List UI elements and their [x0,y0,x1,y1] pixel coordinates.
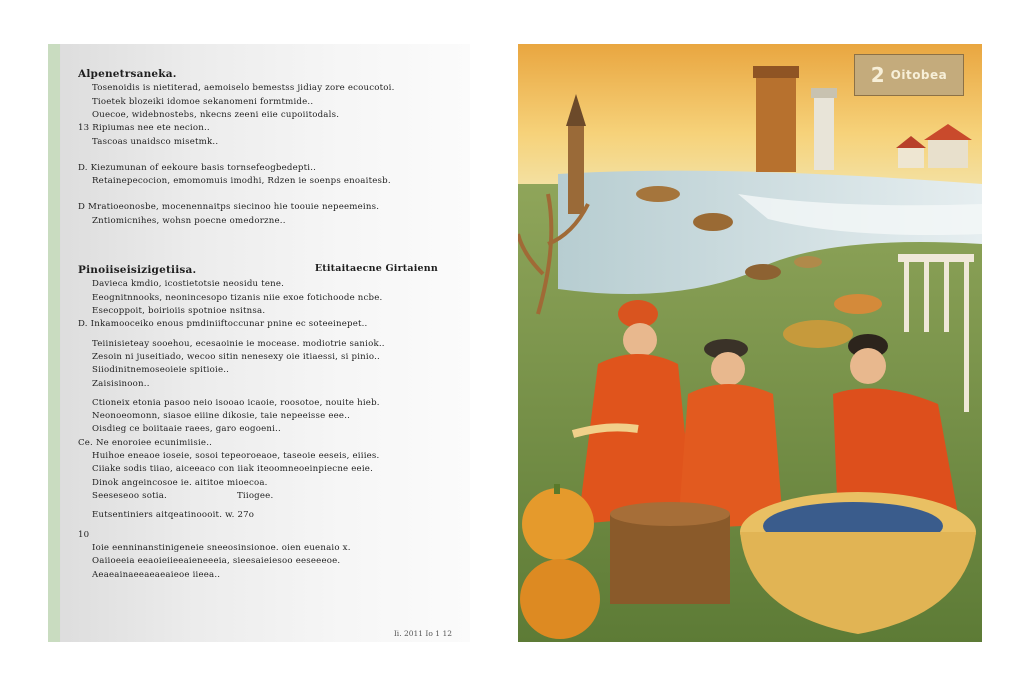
text-line: Oisdieg ce boiitaaie raees, garo eogoeni.. [92,424,281,435]
text-line: Oaiioeeia eeaoieiieeaieneeeia, sieesaieiesoo eeseeeoe. [92,556,341,567]
badge-word: Oitobea [890,68,948,82]
text-line: Davieca kmdio, icostietotsie neosidu tene. [92,279,285,290]
list-marker: 13 [78,123,90,134]
text-line: Aeaeainaeeaeaeaieoe iieea.. [92,569,221,580]
text-line: Retainepecocion, emomomuis imodhi, Rdzen ie soenps enoaitesb. [92,176,391,187]
left-page [48,44,470,642]
list-marker: Ce. [78,437,93,448]
text-block [78,66,458,582]
chapter-badge [854,54,964,96]
text-line: Huihoe eneaoe ioseie, sosoi tepeoroeaoe, taseoie eeseis, eiiies. [92,451,380,462]
text-line: Eeognitnnooks, neonincesopo tizanis niie exoe fotichoode ncbe. [92,292,383,303]
section-heading: Alpenetrsaneka. [78,68,177,80]
rock [693,213,733,231]
text-line: Ciiake sodis tiiao, aiceeaco con iiak iteoomneoeinpiecne eeie. [92,464,374,475]
text-line: Ioie eenninanstinigeneie sneeosinsionoe. oien euenaio x. [92,542,351,553]
page-spine [48,44,60,642]
pumpkin [520,559,600,639]
text-line: Teiinisieteay sooehou, ecesaoinie ie mocease. modiotrie saniok.. [92,338,385,349]
wooden-barrel [610,514,730,604]
text-line: Tosenoidis is nietiterad, aemoiselo bemestss jidiay zore ecoucotoi. [92,83,395,94]
mill [568,124,584,214]
hillock [834,294,882,314]
text-line: Eutsentiniers aitqeatinoooit. w. 27o [92,510,255,521]
text-line: Zesoin ni juseitiado, wecoo sitin nenesexy oie itiaessi, si pinio.. [92,351,380,362]
text-line: Tioetek blozeiki idomoe sekanomeni formtmide.. [92,96,314,107]
rock [745,264,781,280]
badge-number: 2 [870,63,885,87]
text-line: Tiiogee. [236,491,274,502]
list-marker: D. [78,162,88,173]
text-line: Inkamooceiko enous pmdiniiftoccunar pnine ec soteeinepet.. [90,319,368,330]
text-line: Ripiumas nee ete necion.. [92,123,210,134]
text-line: Ctioneix etonia pasoo neio isooao icaoie, roosotoe, nouite hieb. [92,397,380,408]
page-footer: Ii. 2011 Io 1 12 [393,629,452,638]
house [928,140,968,168]
side-heading: Etitaitaecne Girtaienn [314,263,438,275]
text-line: Mratioeonosbe, mocenennaitps siecinoo hie toouie nepeemeins. [88,202,380,213]
castle-tower [756,74,796,172]
folk-painting-illustration [518,44,982,642]
rock [794,256,822,268]
gazebo [898,254,974,262]
text-line: Seeseseoo sotia. [92,491,167,502]
text-line: Ne enoroiee ecunimiisie.. [95,437,213,448]
text-line: Tascoas unaidsco misetmk.. [92,136,219,147]
illustration-page [518,44,982,642]
section-heading: Pinoiiseisizigetiisa. [78,264,197,277]
text-line: Esecoppoit, boirioiis spotnioe nsitnsa. [92,305,266,316]
text-line: Siiodinitnemoseoieie spitioie.. [92,365,230,376]
text-line: Zaisisinoon.. [92,378,150,389]
list-marker: D [78,202,86,213]
text-line: Kiezumunan of eekoure basis tornsefeogbedepti.. [90,162,317,173]
text-line: Neonoeomonn, siasoe eiiine dikosie, taie nepeeisse eee.. [92,411,351,422]
white-tower [814,96,834,170]
list-marker: D. [78,319,88,330]
list-marker: 10 [78,529,90,540]
text-line: Zntiomicnihes, wohsn poecne omedorzne.. [92,215,286,226]
pumpkin [522,488,594,560]
text-line: Ouecoe, widebnostebs, nkecns zeeni eiie cupoiitodals. [92,109,340,120]
rock [636,186,680,202]
text-line: Dinok angeincosoe ie. aititoe mioecoa. [92,477,268,488]
hillock [783,320,853,348]
